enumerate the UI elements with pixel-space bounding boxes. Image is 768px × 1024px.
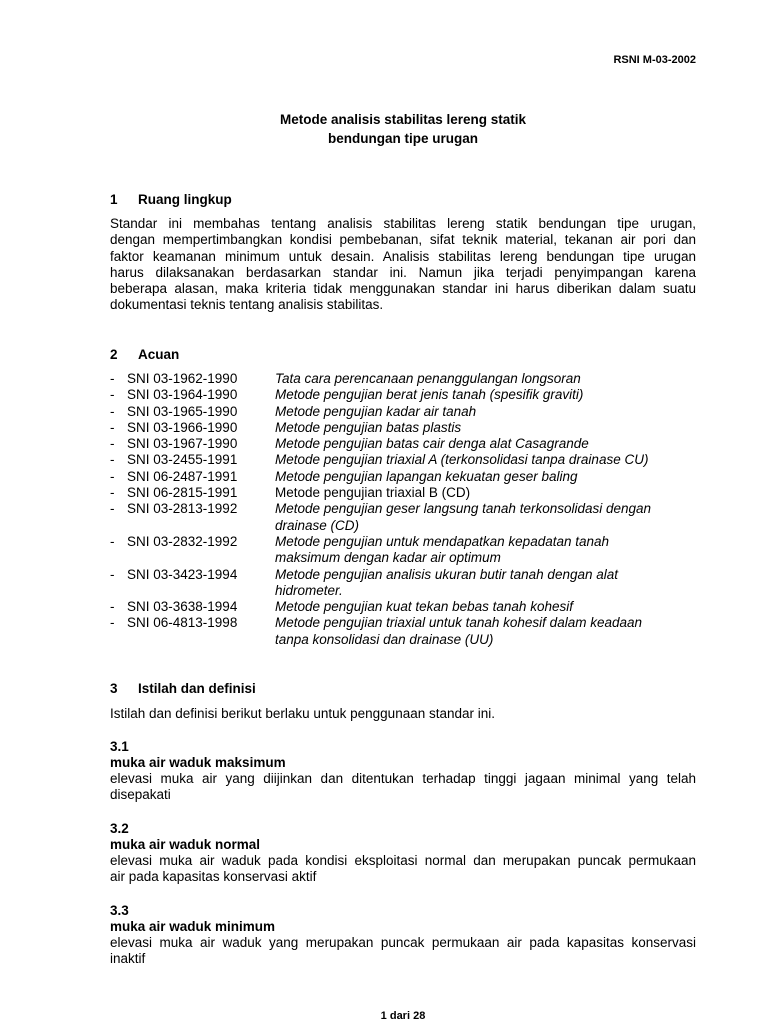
list-dash: - (110, 501, 115, 517)
paragraph-line: inaktif (110, 951, 146, 967)
reference-title-line: Metode pengujian kadar air tanah (275, 403, 477, 419)
reference-title (275, 567, 710, 600)
title-line-2: bendungan tipe urugan (328, 131, 478, 146)
reference-code: SNI 03-2832-1992 (127, 533, 238, 549)
paragraph-line: elevasi muka air yang diijinkan dan ditentukan terhadap tinggi jagaan minimal yang telah (110, 771, 696, 786)
reference-item (110, 567, 710, 600)
reference-item (110, 371, 710, 387)
document-title (0, 110, 768, 148)
reference-title (275, 599, 710, 615)
reference-item (110, 599, 710, 615)
reference-title-line: Metode pengujian batas plastis (275, 419, 462, 435)
paragraph-line: elevasi muka air waduk yang merupakan puncak permukaan air pada kapasitas konservasi (110, 935, 696, 950)
definition-term: muka air waduk minimum (110, 919, 276, 934)
definition-number: 3.1 (110, 739, 129, 754)
reference-item (110, 420, 710, 436)
definition-number: 3.3 (110, 903, 129, 918)
paragraph-line: dengan mempertimbangkan kondisi pembebanan, sifat teknik material, tekanan air pori dan (110, 232, 696, 248)
definition-number: 3.2 (110, 821, 129, 836)
reference-title (275, 371, 710, 387)
reference-code: SNI 06-2815-1991 (127, 485, 238, 501)
reference-code: SNI 03-3423-1994 (127, 566, 238, 582)
reference-item (110, 485, 710, 501)
list-dash: - (110, 371, 115, 386)
reference-title-line: tanpa konsolidasi dan drainase (UU) (275, 631, 494, 647)
reference-item (110, 404, 710, 420)
reference-title-line: Metode pengujian batas cair denga alat Casagrande (275, 436, 589, 452)
reference-title (275, 501, 710, 534)
list-dash: - (110, 599, 115, 615)
page-number: 1 dari 28 (380, 1010, 426, 1022)
reference-title (275, 534, 710, 567)
paragraph-line: Istilah dan definisi berikut berlaku untuk penggunaan standar ini. (110, 706, 496, 721)
list-dash: - (110, 452, 115, 468)
reference-code: SNI 03-1966-1990 (127, 419, 238, 435)
reference-title-line: drainase (CD) (275, 517, 360, 533)
reference-code: SNI 03-1965-1990 (127, 403, 238, 419)
reference-title-line: Metode pengujian triaxial untuk tanah kohesif dalam keadaan (275, 615, 642, 631)
section-3-heading (110, 681, 256, 696)
reference-title-line: Metode pengujian triaxial A (terkonsolidasi tanpa drainase CU) (275, 452, 649, 468)
list-dash: - (110, 403, 115, 419)
paragraph-line: disepakati (110, 787, 171, 803)
definition-text (110, 935, 696, 968)
section-2-title: Acuan (138, 347, 180, 362)
reference-title (275, 420, 710, 436)
list-dash: - (110, 436, 115, 452)
reference-item (110, 387, 710, 403)
reference-item (110, 534, 710, 567)
section-2-heading (110, 347, 179, 362)
reference-title-line: maksimum dengan kadar air optimum (275, 550, 501, 566)
section-1-number: 1 (110, 192, 118, 207)
reference-title-line: Metode pengujian kuat tekan bebas tanah kohesif (275, 599, 573, 615)
section-1-title: Ruang lingkup (138, 192, 232, 207)
definition-text (110, 853, 696, 886)
reference-item (110, 501, 710, 534)
reference-title-line: Tata cara perencanaan penanggulangan longsoran (275, 371, 581, 386)
definition-text (110, 771, 696, 804)
section-3-intro (110, 706, 696, 722)
reference-title-line: hidrometer. (275, 582, 343, 598)
section-1-heading (110, 192, 232, 207)
section-2-number: 2 (110, 347, 118, 362)
reference-title-line: Metode pengujian lapangan kekuatan geser baling (275, 468, 578, 484)
reference-title-line: Metode pengujian analisis ukuran butir tanah dengan alat (275, 566, 618, 582)
reference-title-line: Metode pengujian berat jenis tanah (spesifik graviti) (275, 387, 584, 403)
reference-code: SNI 06-4813-1998 (127, 615, 238, 631)
paragraph-line: harus dilaksanakan berdasarkan standar ini. Namun jika terjadi penyimpangan karena (110, 264, 696, 280)
paragraph-line: faktor keamanan minimum untuk desain. Analisis stabilitas lereng bendungan tipe urugan (110, 248, 696, 264)
list-dash: - (110, 566, 115, 582)
paragraph-line: beberapa alasan, maka kriteria tidak menggunakan standar ini harus diberikan dalam suatu (110, 281, 696, 297)
reference-title-line: Metode pengujian triaxial B (CD) (275, 485, 471, 501)
list-dash: - (110, 615, 115, 631)
reference-code: SNI 03-1967-1990 (127, 436, 238, 452)
reference-code: SNI 03-2813-1992 (127, 501, 238, 517)
list-dash: - (110, 485, 115, 501)
section-3-number: 3 (110, 681, 118, 696)
reference-code: SNI 03-2455-1991 (127, 452, 238, 468)
section-3-title: Istilah dan definisi (138, 681, 256, 696)
reference-title (275, 469, 710, 485)
list-dash: - (110, 468, 115, 484)
list-dash: - (110, 387, 115, 403)
reference-title (275, 485, 710, 501)
paragraph-line: dokumentasi teknis tentang analisis stabilitas. (110, 297, 384, 313)
reference-code: SNI 06-2487-1991 (127, 468, 238, 484)
paragraph-line: Standar ini membahas tentang analisis stabilitas lereng statik bendungan tipe urugan, (110, 216, 696, 231)
reference-item (110, 452, 710, 468)
reference-title (275, 615, 710, 648)
definition-term: muka air waduk maksimum (110, 755, 286, 770)
document-code: RSNI M-03-2002 (613, 54, 696, 66)
reference-title (275, 436, 710, 452)
paragraph-line: air pada kapasitas konservasi aktif (110, 869, 317, 885)
list-dash: - (110, 419, 115, 435)
section-1-paragraph (110, 216, 696, 314)
reference-code: SNI 03-1964-1990 (127, 387, 238, 403)
reference-title (275, 387, 710, 403)
definition-term: muka air waduk normal (110, 837, 261, 852)
title-line-1: Metode analisis stabilitas lereng statik (279, 112, 527, 127)
reference-item (110, 615, 710, 648)
reference-title-line: Metode pengujian geser langsung tanah terkonsolidasi dengan (275, 501, 652, 517)
reference-code: SNI 03-1962-1990 (127, 371, 238, 386)
list-dash: - (110, 533, 115, 549)
reference-list (110, 371, 710, 648)
reference-item (110, 469, 710, 485)
reference-title-line: Metode pengujian untuk mendapatkan kepadatan tanah (275, 533, 610, 549)
reference-item (110, 436, 710, 452)
paragraph-line: elevasi muka air waduk pada kondisi eksploitasi normal dan merupakan puncak permukaan (110, 853, 696, 868)
reference-title (275, 452, 710, 468)
reference-code: SNI 03-3638-1994 (127, 599, 238, 615)
reference-title (275, 404, 710, 420)
